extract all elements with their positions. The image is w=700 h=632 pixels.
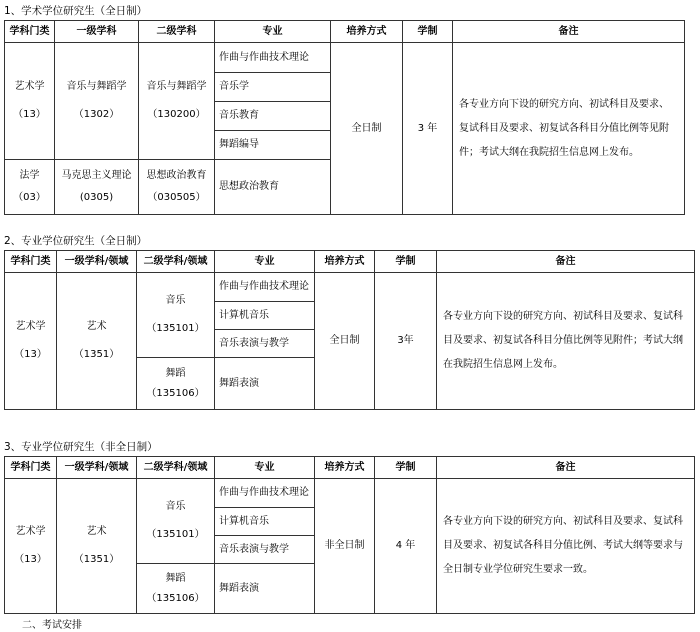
level2-cell <box>139 160 215 215</box>
header-category: 学科门类 <box>5 251 57 273</box>
major-cell: 音乐表演与教学 <box>215 330 315 358</box>
note-cell: 各专业方向下设的研究方向、初试科目及要求、复试科目及要求、初复试各科目分值比例等见附件；考试大纲在我院招生信息网上发布。 <box>437 273 695 410</box>
major-cell: 音乐教育 <box>215 102 331 131</box>
header-years: 学制 <box>375 457 437 479</box>
level2-cell <box>137 358 215 410</box>
header-major: 专业 <box>215 457 315 479</box>
category-cell <box>5 273 57 410</box>
level1-cell <box>55 43 139 160</box>
years-cell: 4 年 <box>375 479 437 614</box>
major-cell: 计算机音乐 <box>215 508 315 536</box>
category-name: 艺术学 <box>15 526 46 537</box>
section-3-title: 3、专业学位研究生（非全日制） <box>4 441 158 453</box>
category-cell <box>5 160 55 215</box>
major-cell: 作曲与作曲技术理论 <box>215 273 315 302</box>
header-level2: 二级学科/领域 <box>137 457 215 479</box>
level1-code: (0305) <box>79 192 114 203</box>
level2-cell <box>137 479 215 564</box>
section-1-table <box>4 20 685 215</box>
header-mode: 培养方式 <box>315 251 375 273</box>
level1-cell <box>55 160 139 215</box>
category-code: （13） <box>13 109 46 120</box>
level2-cell <box>137 273 215 358</box>
level2-name: 舞蹈 <box>165 572 186 584</box>
level2-cell <box>137 564 215 614</box>
major-cell: 作曲与作曲技术理论 <box>215 479 315 508</box>
level1-name: 马克思主义理论 <box>61 170 132 181</box>
major-cell: 音乐表演与教学 <box>215 536 315 564</box>
category-code: （13） <box>14 554 47 565</box>
level1-name: 艺术 <box>86 321 107 332</box>
note-cell: 各专业方向下设的研究方向、初试科目及要求、复试科目及要求、初复试各科目分值比例等见附件；考试大纲在我院招生信息网上发布。 <box>453 43 685 215</box>
level2-name: 音乐 <box>165 295 186 306</box>
level2-code: （130200） <box>147 109 206 120</box>
header-level2: 二级学科/领域 <box>137 251 215 273</box>
category-name: 艺术学 <box>14 81 45 92</box>
major-cell: 舞蹈表演 <box>215 358 315 410</box>
category-code: （13） <box>14 349 47 360</box>
level1-code: （1302） <box>73 109 120 120</box>
level2-code: （135106） <box>146 592 205 604</box>
section-2-table <box>4 250 695 410</box>
level2-name: 舞蹈 <box>165 367 186 379</box>
years-cell: 3年 <box>375 273 437 410</box>
header-years: 学制 <box>375 251 437 273</box>
level2-cell <box>139 43 215 160</box>
header-years: 学制 <box>403 21 453 43</box>
category-code: （03） <box>13 192 46 203</box>
level1-name: 艺术 <box>86 526 107 537</box>
level2-code: （135106） <box>146 387 205 399</box>
header-level1: 一级学科/领域 <box>57 457 137 479</box>
level2-code: （135101） <box>146 529 205 540</box>
mode-cell: 全日制 <box>315 273 375 410</box>
section-1-title: 1、学术学位研究生（全日制） <box>4 5 148 17</box>
level2-name: 音乐与舞蹈学 <box>146 81 207 92</box>
years-cell: 3 年 <box>403 43 453 215</box>
level2-code: （030505） <box>147 192 206 203</box>
note-cell: 各专业方向下设的研究方向、初试科目及要求、复试科目及要求、初复试各科目分值比例、考试大纲等要求与全日制专业学位研究生要求一致。 <box>437 479 695 614</box>
category-cell <box>5 43 55 160</box>
major-cell: 计算机音乐 <box>215 302 315 330</box>
level2-name: 思想政治教育 <box>146 170 207 181</box>
level1-code: （1351） <box>73 554 120 565</box>
header-level2: 二级学科 <box>139 21 215 43</box>
category-cell <box>5 479 57 614</box>
level2-name: 音乐 <box>165 501 186 512</box>
major-cell: 作曲与作曲技术理论 <box>215 43 331 73</box>
header-category: 学科门类 <box>5 21 55 43</box>
header-major: 专业 <box>215 21 331 43</box>
header-major: 专业 <box>215 251 315 273</box>
mode-cell: 非全日制 <box>315 479 375 614</box>
header-note: 备注 <box>437 457 695 479</box>
level1-cell <box>57 273 137 410</box>
header-note: 备注 <box>437 251 695 273</box>
level1-cell <box>57 479 137 614</box>
section-2-title: 2、专业学位研究生（全日制） <box>4 235 148 247</box>
major-cell: 音乐学 <box>215 73 331 102</box>
level2-code: （135101） <box>146 323 205 334</box>
next-section-heading: 二、考试安排 <box>22 620 82 631</box>
mode-cell: 全日制 <box>331 43 403 215</box>
category-name: 艺术学 <box>15 321 46 332</box>
section-3-table <box>4 456 695 614</box>
header-level1: 一级学科/领域 <box>57 251 137 273</box>
level1-name: 音乐与舞蹈学 <box>66 81 127 92</box>
header-note: 备注 <box>453 21 685 43</box>
category-name: 法学 <box>19 170 40 181</box>
header-level1: 一级学科 <box>55 21 139 43</box>
header-category: 学科门类 <box>5 457 57 479</box>
major-cell: 舞蹈表演 <box>215 564 315 614</box>
major-cell: 思想政治教育 <box>215 160 331 215</box>
major-cell: 舞蹈编导 <box>215 131 331 160</box>
level1-code: （1351） <box>73 349 120 360</box>
header-mode: 培养方式 <box>331 21 403 43</box>
header-mode: 培养方式 <box>315 457 375 479</box>
